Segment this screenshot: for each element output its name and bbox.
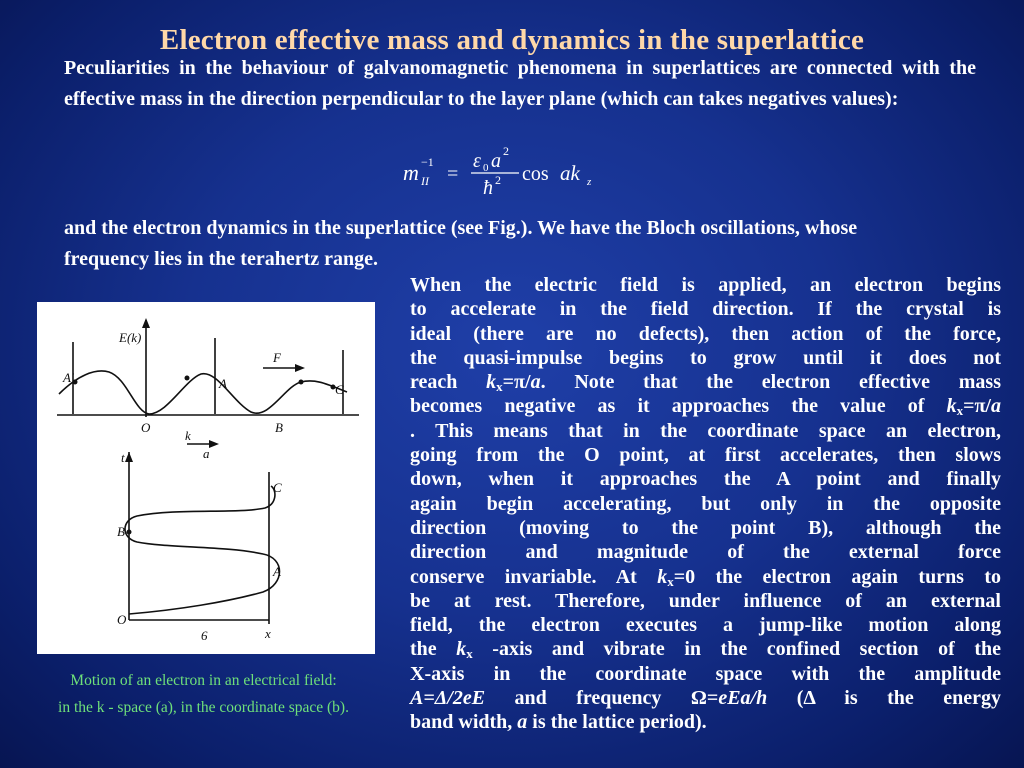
- figure-drawing: [37, 302, 375, 654]
- symbol-x-sub: x: [466, 646, 473, 662]
- force-arrowhead: [295, 364, 305, 372]
- text-fragment: the: [410, 638, 457, 661]
- text-fragment: =0 the electron again turns to: [673, 565, 1001, 588]
- text-line: [410, 394, 1001, 418]
- formula-epsilon-sub: 0: [483, 162, 489, 174]
- bottom-axis-arrow: [125, 452, 133, 462]
- electron-motion-figure: [37, 302, 375, 654]
- formula-ak-sub: z: [587, 176, 592, 188]
- text-line: [410, 637, 1001, 661]
- point-A: [185, 376, 190, 381]
- k-arrowhead: [209, 440, 219, 448]
- text-line: going from the O point, at first accelerates, then slows: [410, 444, 1001, 467]
- text-fragment: becomes negative as it approaches the value of: [410, 395, 947, 418]
- text-line: [410, 565, 1001, 589]
- label-bottom-O: O: [117, 612, 127, 627]
- text-fragment: . Note that the electron effective mass: [540, 371, 1001, 394]
- formula-hbar-sup: 2: [495, 173, 501, 187]
- top-axis-arrow: [142, 318, 150, 328]
- text-line: . This means that in the coordinate space an electron,: [410, 419, 1001, 442]
- trajectory-curve: [125, 486, 280, 614]
- formula-m-sub: II: [421, 174, 429, 188]
- text-fragment: reach: [410, 371, 487, 394]
- text-fragment: conserve invariable. At: [410, 565, 658, 588]
- label-bottom-x: x: [265, 626, 271, 641]
- label-bottom-6: 6: [201, 628, 208, 643]
- label-t: t: [121, 450, 125, 465]
- text-line: [410, 710, 1001, 734]
- field-paragraph: [410, 273, 1001, 735]
- text-line: [410, 686, 1001, 710]
- caption-line-1: Motion of an electron in an electrical field:: [70, 672, 337, 689]
- point-B-bottom: [127, 530, 132, 535]
- formula-hbar: ħ: [483, 177, 493, 198]
- label-A: A: [219, 376, 227, 391]
- slide-title: Electron effective mass and dynamics in the superlattice: [159, 24, 865, 56]
- intro-paragraph: Peculiarities in the behaviour of galvanomagnetic phenomena in superlattices are connected with the effective mass in the direction perpendicular to the layer plane (which can takes negatives values):: [64, 57, 976, 110]
- label-B: B: [275, 420, 283, 435]
- formula-m: m: [403, 160, 419, 185]
- text-line: direction (moving to the point B), although the: [410, 516, 1001, 539]
- label-A-prime: A': [63, 370, 74, 385]
- label-energy: E(k): [119, 330, 142, 345]
- text-line: field, the electron executes a jump-like motion along: [410, 614, 1001, 637]
- symbol-k: k: [946, 395, 957, 418]
- formula-m-sup: −1: [421, 155, 434, 169]
- frequency-expression: eEa/h: [718, 687, 768, 710]
- text-line: down, when it approaches the A point and finally: [410, 468, 1001, 491]
- symbol-k: k: [486, 371, 497, 394]
- label-bottom-B: B: [117, 524, 125, 539]
- symbol-x-sub: x: [667, 573, 674, 589]
- formula-cos: cos: [522, 163, 549, 185]
- label-bottom-A: A: [273, 564, 281, 579]
- symbol-a: a: [517, 711, 528, 734]
- text-fragment: (Δ is the energy: [767, 687, 1001, 710]
- text-fragment: =π/: [502, 371, 531, 394]
- text-line: When the electric field is applied, an electron begins: [410, 274, 1001, 296]
- symbol-x-sub: x: [496, 379, 503, 395]
- label-O: O: [141, 420, 151, 435]
- symbol-x-sub: x: [956, 403, 964, 419]
- text-fragment: band width,: [410, 711, 518, 734]
- formula-equals: =: [447, 163, 459, 185]
- label-a: a: [203, 446, 210, 461]
- caption-line-2: in the k - space (a), in the coordinate space (b).: [58, 699, 349, 716]
- amplitude-expression: A=Δ/2eE: [410, 687, 486, 710]
- formula-a-sup: 2: [503, 144, 509, 158]
- effective-mass-formula: [395, 138, 605, 198]
- symbol-k: k: [456, 638, 467, 661]
- text-line: X-axis in the coordinate space with the amplitude: [410, 662, 1001, 685]
- dynamics-paragraph: and the electron dynamics in the superlattice (see Fig.). We have the Bloch oscillations, whose frequency lies in the terahertz range.: [64, 217, 858, 270]
- label-C: C: [335, 382, 344, 397]
- symbol-k: k: [657, 565, 668, 588]
- text-line: the quasi-impulse begins to grow until it does not: [410, 346, 1001, 369]
- text-line: ideal (there are no defects), then action of the force,: [410, 322, 1001, 345]
- formula-a: a: [491, 150, 501, 172]
- text-fragment: is the lattice period).: [527, 711, 707, 734]
- dispersion-curve: [59, 371, 347, 414]
- text-line: again begin accelerating, but only in the opposite: [410, 492, 1001, 515]
- formula-epsilon: ε: [473, 150, 481, 172]
- text-fragment: and frequency Ω=: [485, 687, 719, 710]
- text-fragment: -axis and vibrate in the confined section of the: [472, 638, 1001, 661]
- formula-ak: ak: [560, 161, 580, 185]
- text-line: direction and magnitude of the external force: [410, 541, 1001, 564]
- figure-caption: [16, 667, 391, 721]
- point-right: [299, 380, 304, 385]
- label-bottom-C: C: [273, 480, 282, 495]
- text-fragment: =π/: [963, 395, 991, 418]
- text-line: [410, 370, 1001, 394]
- label-k: k: [185, 428, 191, 443]
- text-line: be at rest. Therefore, under influence of an external: [410, 589, 1001, 612]
- label-force: F: [273, 350, 281, 365]
- symbol-a: a: [991, 395, 1001, 418]
- text-line: to accelerate in the field direction. If the crystal is: [410, 298, 1001, 321]
- symbol-a: a: [530, 371, 541, 394]
